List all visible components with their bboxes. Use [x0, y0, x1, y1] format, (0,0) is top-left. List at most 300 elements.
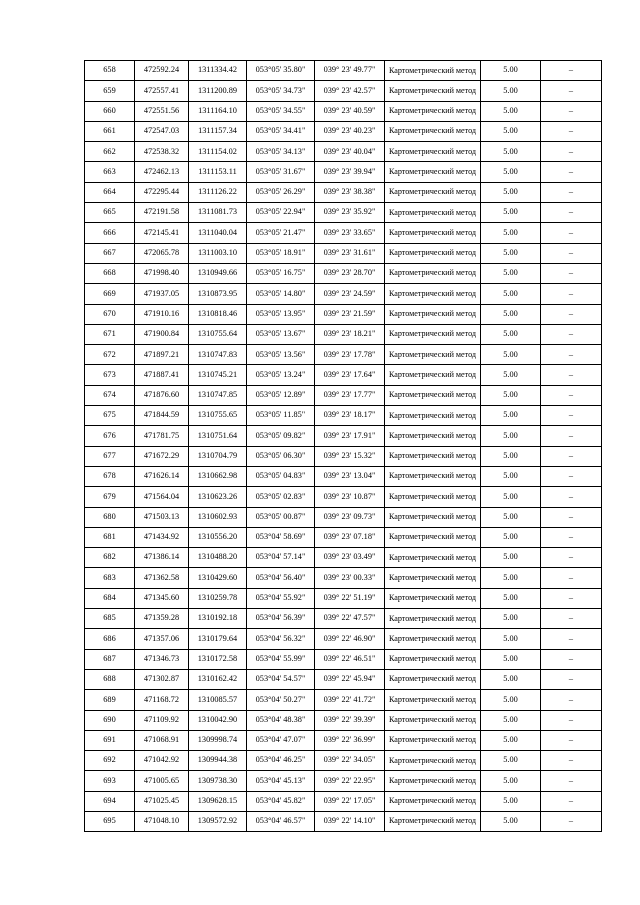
point-number-cell: 675: [85, 406, 135, 426]
point-number-cell: 685: [85, 609, 135, 629]
latitude-cell: 053°04' 56.39": [247, 609, 315, 629]
coordinates-table-body: [85, 61, 602, 832]
y-coordinate-cell: 1310429.60: [189, 568, 247, 588]
table-row: [85, 263, 602, 283]
note-cell: –: [541, 406, 602, 426]
point-number-cell: 677: [85, 446, 135, 466]
note-cell: –: [541, 527, 602, 547]
latitude-cell: 053°04' 45.13": [247, 771, 315, 791]
latitude-cell: 053°04' 50.27": [247, 690, 315, 710]
table-row: [85, 162, 602, 182]
latitude-cell: 053°04' 46.57": [247, 811, 315, 831]
accuracy-cell: 5.00: [481, 466, 541, 486]
x-coordinate-cell: 471876.60: [135, 385, 189, 405]
x-coordinate-cell: 471025.45: [135, 791, 189, 811]
accuracy-cell: 5.00: [481, 446, 541, 466]
y-coordinate-cell: 1310556.20: [189, 527, 247, 547]
longitude-cell: 039° 23' 35.92": [315, 203, 385, 223]
latitude-cell: 053°05' 34.41": [247, 121, 315, 141]
table-row: [85, 121, 602, 141]
table-row: [85, 284, 602, 304]
y-coordinate-cell: 1310085.57: [189, 690, 247, 710]
note-cell: –: [541, 487, 602, 507]
point-number-cell: 671: [85, 324, 135, 344]
x-coordinate-cell: 471346.73: [135, 649, 189, 669]
y-coordinate-cell: 1310602.93: [189, 507, 247, 527]
table-row: [85, 466, 602, 486]
note-cell: –: [541, 203, 602, 223]
y-coordinate-cell: 1309944.38: [189, 751, 247, 771]
accuracy-cell: 5.00: [481, 121, 541, 141]
longitude-cell: 039° 23' 40.04": [315, 142, 385, 162]
table-row: [85, 649, 602, 669]
point-number-cell: 690: [85, 710, 135, 730]
latitude-cell: 053°05' 02.83": [247, 487, 315, 507]
latitude-cell: 053°05' 13.95": [247, 304, 315, 324]
x-coordinate-cell: 471937.05: [135, 284, 189, 304]
y-coordinate-cell: 1311153.11: [189, 162, 247, 182]
x-coordinate-cell: 471887.41: [135, 365, 189, 385]
longitude-cell: 039° 23' 17.64": [315, 365, 385, 385]
accuracy-cell: 5.00: [481, 345, 541, 365]
latitude-cell: 053°05' 34.13": [247, 142, 315, 162]
note-cell: –: [541, 791, 602, 811]
point-number-cell: 693: [85, 771, 135, 791]
longitude-cell: 039° 23' 18.17": [315, 406, 385, 426]
accuracy-cell: 5.00: [481, 182, 541, 202]
point-number-cell: 662: [85, 142, 135, 162]
x-coordinate-cell: 472295.44: [135, 182, 189, 202]
table-row: [85, 142, 602, 162]
table-row: [85, 811, 602, 831]
x-coordinate-cell: 471386.14: [135, 548, 189, 568]
y-coordinate-cell: 1310747.83: [189, 345, 247, 365]
method-cell: Картометрический метод: [385, 345, 481, 365]
y-coordinate-cell: 1311200.89: [189, 81, 247, 101]
longitude-cell: 039° 23' 17.77": [315, 385, 385, 405]
latitude-cell: 053°04' 47.07": [247, 730, 315, 750]
longitude-cell: 039° 23' 42.57": [315, 81, 385, 101]
y-coordinate-cell: 1310259.78: [189, 588, 247, 608]
method-cell: Картометрический метод: [385, 223, 481, 243]
point-number-cell: 682: [85, 548, 135, 568]
x-coordinate-cell: 471844.59: [135, 406, 189, 426]
latitude-cell: 053°04' 46.25": [247, 751, 315, 771]
longitude-cell: 039° 23' 49.77": [315, 61, 385, 81]
y-coordinate-cell: 1310192.18: [189, 609, 247, 629]
table-row: [85, 588, 602, 608]
latitude-cell: 053°05' 06.30": [247, 446, 315, 466]
note-cell: –: [541, 710, 602, 730]
table-row: [85, 385, 602, 405]
y-coordinate-cell: 1310623.26: [189, 487, 247, 507]
table-row: [85, 548, 602, 568]
table-row: [85, 629, 602, 649]
longitude-cell: 039° 22' 34.05": [315, 751, 385, 771]
y-coordinate-cell: 1310662.98: [189, 466, 247, 486]
accuracy-cell: 5.00: [481, 385, 541, 405]
latitude-cell: 053°04' 55.99": [247, 649, 315, 669]
latitude-cell: 053°05' 31.67": [247, 162, 315, 182]
point-number-cell: 692: [85, 751, 135, 771]
point-number-cell: 666: [85, 223, 135, 243]
longitude-cell: 039° 22' 14.10": [315, 811, 385, 831]
note-cell: –: [541, 121, 602, 141]
x-coordinate-cell: 472065.78: [135, 243, 189, 263]
accuracy-cell: 5.00: [481, 81, 541, 101]
y-coordinate-cell: 1309738.30: [189, 771, 247, 791]
method-cell: Картометрический метод: [385, 669, 481, 689]
note-cell: –: [541, 629, 602, 649]
note-cell: –: [541, 690, 602, 710]
x-coordinate-cell: 471362.58: [135, 568, 189, 588]
table-row: [85, 324, 602, 344]
note-cell: –: [541, 324, 602, 344]
point-number-cell: 668: [85, 263, 135, 283]
x-coordinate-cell: 471357.06: [135, 629, 189, 649]
table-row: [85, 690, 602, 710]
x-coordinate-cell: 471626.14: [135, 466, 189, 486]
x-coordinate-cell: 471897.21: [135, 345, 189, 365]
method-cell: Картометрический метод: [385, 61, 481, 81]
note-cell: –: [541, 466, 602, 486]
method-cell: Картометрический метод: [385, 121, 481, 141]
latitude-cell: 053°05' 11.85": [247, 406, 315, 426]
note-cell: –: [541, 649, 602, 669]
note-cell: –: [541, 751, 602, 771]
note-cell: –: [541, 101, 602, 121]
latitude-cell: 053°05' 18.91": [247, 243, 315, 263]
method-cell: Картометрический метод: [385, 568, 481, 588]
point-number-cell: 694: [85, 791, 135, 811]
latitude-cell: 053°04' 45.82": [247, 791, 315, 811]
method-cell: Картометрический метод: [385, 609, 481, 629]
method-cell: Картометрический метод: [385, 263, 481, 283]
longitude-cell: 039° 23' 33.65": [315, 223, 385, 243]
accuracy-cell: 5.00: [481, 588, 541, 608]
method-cell: Картометрический метод: [385, 629, 481, 649]
point-number-cell: 676: [85, 426, 135, 446]
note-cell: –: [541, 771, 602, 791]
note-cell: –: [541, 345, 602, 365]
x-coordinate-cell: 471998.40: [135, 263, 189, 283]
longitude-cell: 039° 22' 36.99": [315, 730, 385, 750]
accuracy-cell: 5.00: [481, 710, 541, 730]
table-row: [85, 771, 602, 791]
method-cell: Картометрический метод: [385, 284, 481, 304]
x-coordinate-cell: 471345.60: [135, 588, 189, 608]
longitude-cell: 039° 22' 17.05": [315, 791, 385, 811]
latitude-cell: 053°05' 13.67": [247, 324, 315, 344]
point-number-cell: 669: [85, 284, 135, 304]
note-cell: –: [541, 243, 602, 263]
latitude-cell: 053°05' 13.24": [247, 365, 315, 385]
note-cell: –: [541, 142, 602, 162]
point-number-cell: 673: [85, 365, 135, 385]
note-cell: –: [541, 284, 602, 304]
point-number-cell: 691: [85, 730, 135, 750]
table-row: [85, 304, 602, 324]
table-row: [85, 507, 602, 527]
note-cell: –: [541, 223, 602, 243]
method-cell: Картометрический метод: [385, 243, 481, 263]
y-coordinate-cell: 1310873.95: [189, 284, 247, 304]
method-cell: Картометрический метод: [385, 811, 481, 831]
point-number-cell: 661: [85, 121, 135, 141]
method-cell: Картометрический метод: [385, 710, 481, 730]
method-cell: Картометрический метод: [385, 730, 481, 750]
table-row: [85, 365, 602, 385]
latitude-cell: 053°04' 56.40": [247, 568, 315, 588]
longitude-cell: 039° 22' 46.51": [315, 649, 385, 669]
accuracy-cell: 5.00: [481, 669, 541, 689]
method-cell: Картометрический метод: [385, 426, 481, 446]
latitude-cell: 053°05' 34.55": [247, 101, 315, 121]
longitude-cell: 039° 23' 18.21": [315, 324, 385, 344]
accuracy-cell: 5.00: [481, 791, 541, 811]
y-coordinate-cell: 1311334.42: [189, 61, 247, 81]
table-row: [85, 426, 602, 446]
longitude-cell: 039° 23' 09.73": [315, 507, 385, 527]
method-cell: Картометрический метод: [385, 507, 481, 527]
y-coordinate-cell: 1309628.15: [189, 791, 247, 811]
longitude-cell: 039° 23' 07.18": [315, 527, 385, 547]
x-coordinate-cell: 471109.92: [135, 710, 189, 730]
point-number-cell: 663: [85, 162, 135, 182]
accuracy-cell: 5.00: [481, 263, 541, 283]
longitude-cell: 039° 23' 17.91": [315, 426, 385, 446]
table-row: [85, 710, 602, 730]
note-cell: –: [541, 446, 602, 466]
accuracy-cell: 5.00: [481, 223, 541, 243]
x-coordinate-cell: 471564.04: [135, 487, 189, 507]
y-coordinate-cell: 1310162.42: [189, 669, 247, 689]
accuracy-cell: 5.00: [481, 304, 541, 324]
longitude-cell: 039° 23' 10.87": [315, 487, 385, 507]
x-coordinate-cell: 472462.13: [135, 162, 189, 182]
accuracy-cell: 5.00: [481, 690, 541, 710]
y-coordinate-cell: 1310755.64: [189, 324, 247, 344]
x-coordinate-cell: 471005.65: [135, 771, 189, 791]
longitude-cell: 039° 23' 31.61": [315, 243, 385, 263]
y-coordinate-cell: 1309998.74: [189, 730, 247, 750]
method-cell: Картометрический метод: [385, 385, 481, 405]
latitude-cell: 053°05' 14.80": [247, 284, 315, 304]
longitude-cell: 039° 22' 51.19": [315, 588, 385, 608]
x-coordinate-cell: 471900.84: [135, 324, 189, 344]
note-cell: –: [541, 730, 602, 750]
coordinates-table: [84, 60, 602, 832]
table-row: [85, 669, 602, 689]
x-coordinate-cell: 471048.10: [135, 811, 189, 831]
y-coordinate-cell: 1311040.04: [189, 223, 247, 243]
x-coordinate-cell: 472191.58: [135, 203, 189, 223]
method-cell: Картометрический метод: [385, 466, 481, 486]
x-coordinate-cell: 471042.92: [135, 751, 189, 771]
point-number-cell: 659: [85, 81, 135, 101]
note-cell: –: [541, 507, 602, 527]
point-number-cell: 695: [85, 811, 135, 831]
accuracy-cell: 5.00: [481, 203, 541, 223]
method-cell: Картометрический метод: [385, 588, 481, 608]
method-cell: Картометрический метод: [385, 203, 481, 223]
method-cell: Картометрический метод: [385, 548, 481, 568]
table-row: [85, 223, 602, 243]
point-number-cell: 689: [85, 690, 135, 710]
latitude-cell: 053°04' 57.14": [247, 548, 315, 568]
x-coordinate-cell: 471672.29: [135, 446, 189, 466]
note-cell: –: [541, 669, 602, 689]
table-row: [85, 81, 602, 101]
longitude-cell: 039° 23' 15.32": [315, 446, 385, 466]
point-number-cell: 688: [85, 669, 135, 689]
point-number-cell: 678: [85, 466, 135, 486]
method-cell: Картометрический метод: [385, 324, 481, 344]
note-cell: –: [541, 263, 602, 283]
table-row: [85, 791, 602, 811]
latitude-cell: 053°05' 09.82": [247, 426, 315, 446]
x-coordinate-cell: 472592.24: [135, 61, 189, 81]
point-number-cell: 684: [85, 588, 135, 608]
longitude-cell: 039° 23' 21.59": [315, 304, 385, 324]
method-cell: Картометрический метод: [385, 142, 481, 162]
y-coordinate-cell: 1311157.34: [189, 121, 247, 141]
note-cell: –: [541, 61, 602, 81]
accuracy-cell: 5.00: [481, 406, 541, 426]
point-number-cell: 681: [85, 527, 135, 547]
x-coordinate-cell: 471359.28: [135, 609, 189, 629]
note-cell: –: [541, 548, 602, 568]
y-coordinate-cell: 1311081.73: [189, 203, 247, 223]
point-number-cell: 664: [85, 182, 135, 202]
method-cell: Картометрический метод: [385, 649, 481, 669]
method-cell: Картометрический метод: [385, 406, 481, 426]
accuracy-cell: 5.00: [481, 142, 541, 162]
latitude-cell: 053°05' 04.83": [247, 466, 315, 486]
y-coordinate-cell: 1311164.10: [189, 101, 247, 121]
point-number-cell: 680: [85, 507, 135, 527]
table-row: [85, 345, 602, 365]
y-coordinate-cell: 1311126.22: [189, 182, 247, 202]
method-cell: Картометрический метод: [385, 771, 481, 791]
latitude-cell: 053°05' 13.56": [247, 345, 315, 365]
latitude-cell: 053°04' 58.69": [247, 527, 315, 547]
longitude-cell: 039° 22' 39.39": [315, 710, 385, 730]
y-coordinate-cell: 1310755.65: [189, 406, 247, 426]
accuracy-cell: 5.00: [481, 507, 541, 527]
accuracy-cell: 5.00: [481, 284, 541, 304]
y-coordinate-cell: 1310704.79: [189, 446, 247, 466]
note-cell: –: [541, 588, 602, 608]
latitude-cell: 053°05' 12.89": [247, 385, 315, 405]
accuracy-cell: 5.00: [481, 365, 541, 385]
latitude-cell: 053°05' 34.73": [247, 81, 315, 101]
table-row: [85, 730, 602, 750]
x-coordinate-cell: 471168.72: [135, 690, 189, 710]
point-number-cell: 687: [85, 649, 135, 669]
y-coordinate-cell: 1309572.92: [189, 811, 247, 831]
method-cell: Картометрический метод: [385, 304, 481, 324]
note-cell: –: [541, 162, 602, 182]
table-row: [85, 243, 602, 263]
point-number-cell: 665: [85, 203, 135, 223]
accuracy-cell: 5.00: [481, 730, 541, 750]
accuracy-cell: 5.00: [481, 771, 541, 791]
accuracy-cell: 5.00: [481, 568, 541, 588]
longitude-cell: 039° 22' 41.72": [315, 690, 385, 710]
x-coordinate-cell: 471781.75: [135, 426, 189, 446]
y-coordinate-cell: 1310949.66: [189, 263, 247, 283]
y-coordinate-cell: 1310488.20: [189, 548, 247, 568]
x-coordinate-cell: 471910.16: [135, 304, 189, 324]
method-cell: Картометрический метод: [385, 446, 481, 466]
table-row: [85, 527, 602, 547]
method-cell: Картометрический метод: [385, 101, 481, 121]
note-cell: –: [541, 385, 602, 405]
table-row: [85, 487, 602, 507]
accuracy-cell: 5.00: [481, 751, 541, 771]
method-cell: Картометрический метод: [385, 791, 481, 811]
latitude-cell: 053°05' 16.75": [247, 263, 315, 283]
method-cell: Картометрический метод: [385, 182, 481, 202]
table-row: [85, 182, 602, 202]
latitude-cell: 053°05' 26.29": [247, 182, 315, 202]
point-number-cell: 667: [85, 243, 135, 263]
note-cell: –: [541, 426, 602, 446]
method-cell: Картометрический метод: [385, 81, 481, 101]
x-coordinate-cell: 471302.87: [135, 669, 189, 689]
method-cell: Картометрический метод: [385, 162, 481, 182]
y-coordinate-cell: 1310745.21: [189, 365, 247, 385]
latitude-cell: 053°04' 55.92": [247, 588, 315, 608]
x-coordinate-cell: 471503.13: [135, 507, 189, 527]
note-cell: –: [541, 365, 602, 385]
latitude-cell: 053°04' 54.57": [247, 669, 315, 689]
accuracy-cell: 5.00: [481, 629, 541, 649]
longitude-cell: 039° 23' 17.78": [315, 345, 385, 365]
accuracy-cell: 5.00: [481, 324, 541, 344]
accuracy-cell: 5.00: [481, 162, 541, 182]
x-coordinate-cell: 472551.56: [135, 101, 189, 121]
note-cell: –: [541, 609, 602, 629]
accuracy-cell: 5.00: [481, 811, 541, 831]
note-cell: –: [541, 304, 602, 324]
latitude-cell: 053°05' 35.80": [247, 61, 315, 81]
note-cell: –: [541, 182, 602, 202]
method-cell: Картометрический метод: [385, 487, 481, 507]
accuracy-cell: 5.00: [481, 609, 541, 629]
longitude-cell: 039° 23' 40.23": [315, 121, 385, 141]
x-coordinate-cell: 472538.32: [135, 142, 189, 162]
longitude-cell: 039° 23' 38.38": [315, 182, 385, 202]
method-cell: Картометрический метод: [385, 365, 481, 385]
x-coordinate-cell: 471068.91: [135, 730, 189, 750]
table-row: [85, 609, 602, 629]
method-cell: Картометрический метод: [385, 751, 481, 771]
table-row: [85, 751, 602, 771]
y-coordinate-cell: 1311003.10: [189, 243, 247, 263]
point-number-cell: 674: [85, 385, 135, 405]
point-number-cell: 672: [85, 345, 135, 365]
point-number-cell: 683: [85, 568, 135, 588]
longitude-cell: 039° 22' 47.57": [315, 609, 385, 629]
accuracy-cell: 5.00: [481, 426, 541, 446]
x-coordinate-cell: 471434.92: [135, 527, 189, 547]
note-cell: –: [541, 811, 602, 831]
latitude-cell: 053°05' 22.94": [247, 203, 315, 223]
method-cell: Картометрический метод: [385, 527, 481, 547]
y-coordinate-cell: 1311154.02: [189, 142, 247, 162]
